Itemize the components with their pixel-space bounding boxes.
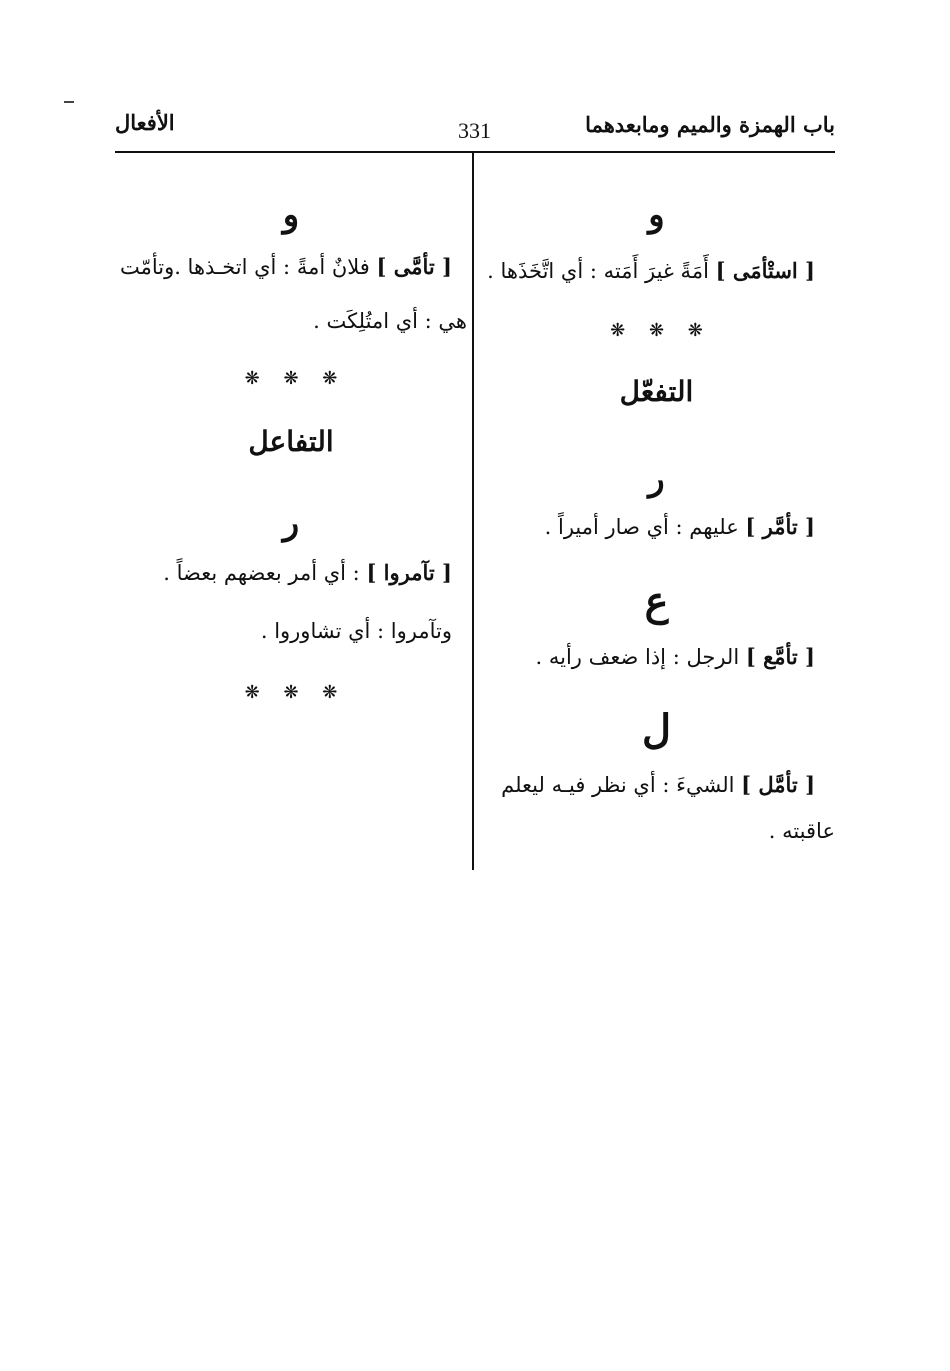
entry-taamma: [120, 238, 452, 296]
entry-headword: [ تأمَّى ]: [376, 254, 452, 279]
scan-mark: [64, 101, 74, 103]
section-title: الأفعال: [115, 110, 175, 135]
entry-definition: فلانٌ أمةً : أي اتخـذها .وتأمّت: [119, 255, 377, 279]
column-divider: [472, 153, 474, 870]
entry-taamaru-2: وتآمروا : أي تشاوروا .: [260, 619, 452, 643]
separator-stars: ❋ ❋ ❋: [610, 320, 703, 341]
chapter-title: باب الهمزة والميم ومابعدهما: [585, 112, 835, 137]
entry-definition: عليهم : أي صار أميراً .: [544, 515, 746, 539]
section-heading-tafaul: التفعّل: [619, 375, 694, 408]
header-rule: [115, 151, 835, 153]
entry-taammar: [545, 498, 815, 556]
entry-istama: [487, 242, 815, 300]
letter-heading-lam: ل: [641, 706, 672, 753]
entry-taamma: [536, 628, 815, 686]
entry-definition: أَمَةً غيرَ أَمَته : أي اتَّخَذَها .: [487, 259, 716, 283]
entry-taamaru: [163, 544, 452, 602]
letter-heading-ra: ر: [648, 459, 665, 499]
letter-heading-waw: و: [648, 195, 665, 235]
entry-headword: [ تأمَّل ]: [741, 772, 815, 797]
separator-stars: ❋ ❋ ❋: [244, 682, 338, 703]
letter-heading-ayn: ع: [644, 578, 669, 625]
entry-definition: الرجل : إذا ضعف رأيه .: [535, 645, 746, 669]
entry-headword: [ تأمَّع ]: [745, 644, 815, 669]
section-heading-tafaaul: التفاعل: [248, 425, 334, 458]
letter-heading-waw: و: [282, 195, 300, 235]
entry-continuation: عاقبته .: [768, 819, 835, 843]
entry-headword: [ استْأمَى ]: [715, 258, 815, 283]
separator-stars: ❋ ❋ ❋: [244, 368, 338, 389]
entry-continuation: هي : أي امتُلِكَت .: [313, 309, 467, 333]
entry-headword: [ تأمَّر ]: [745, 514, 815, 539]
entry-definition: : أي أمر بعضهم بعضاً .: [163, 561, 367, 585]
letter-heading-ra: ر: [282, 503, 300, 543]
entry-definition: الشيءَ : أي نظر فيـه ليعلم: [501, 773, 742, 797]
page-number: 331: [458, 118, 491, 143]
entry-headword: [ تآمروا ]: [366, 560, 452, 585]
